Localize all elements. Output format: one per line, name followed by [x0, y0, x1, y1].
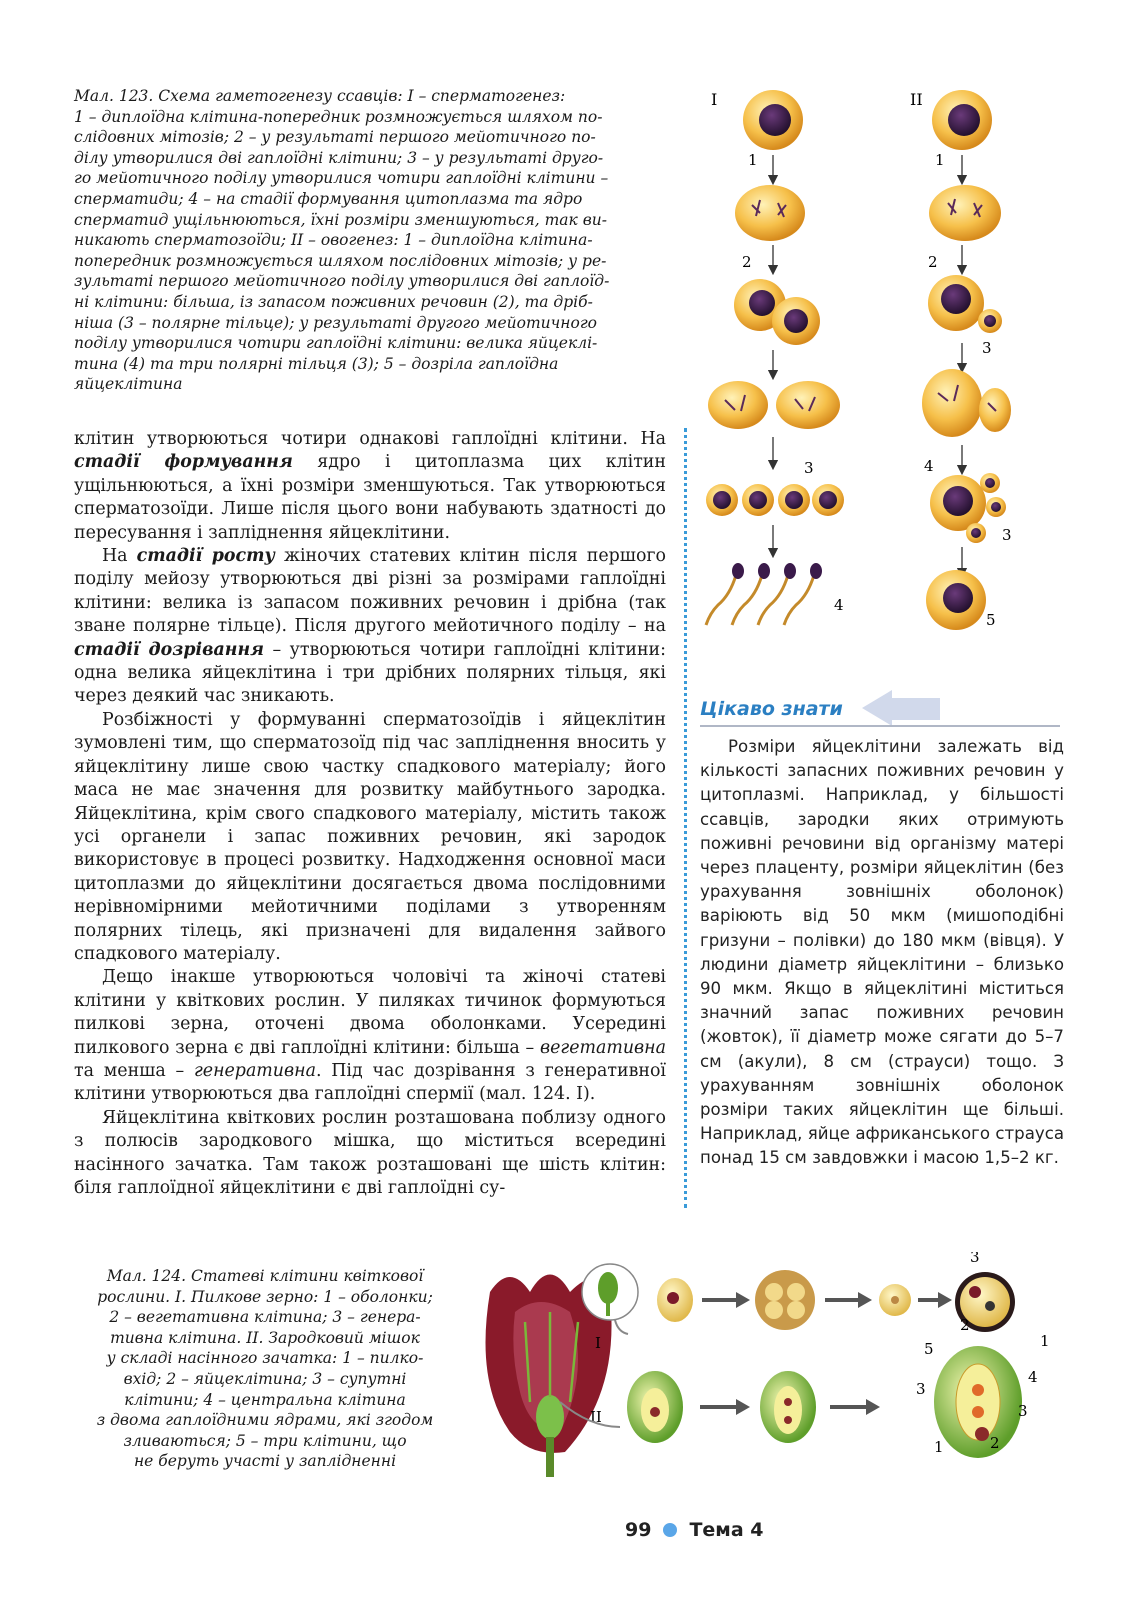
- term-generative: генеративна: [193, 1060, 316, 1081]
- label-pollen-grain: I: [595, 1334, 601, 1352]
- arrow-left-icon: [862, 690, 942, 726]
- caption-line: зливаються; 5 – три клітини, що: [123, 1431, 407, 1450]
- paragraph-3: Розбіжності у формуванні сперматозоїдів і яйцеклітин зумовлені тим, що сперматозоїд під час запліднення вносить у яйцеклітину лише свою частку спадкового матеріалу; його маса не має значення для розвитку майбутнього зародка. Яйцеклітина, крім свого спадкового матеріалу, містить також усі органели і запас поживних речовин, які зародок використовує в процесі розвитку. Надходження основної маси цитоплазми до яйцеклітини досягається двома послідовними нерівномірними мейотичними поділами з утворенням полярних тілець, які призначені для видалення зайвого спадкового матеріалу.: [74, 709, 666, 964]
- topic-label: Тема 4: [689, 1519, 764, 1541]
- spermatogenesis-column: [706, 90, 844, 625]
- caption-line: вхід; 2 – яйцеклітина; 3 – супутні: [123, 1369, 407, 1388]
- caption-line: рослини. І. Пилкове зерно: 1 – оболонки;: [97, 1287, 433, 1306]
- page-footer: [625, 1519, 764, 1541]
- svg-text:5: 5: [986, 611, 996, 629]
- caption-line: попередник розмножується шляхом послідовних мітозів; у ре-: [74, 251, 607, 270]
- figure-124-caption: [70, 1266, 460, 1472]
- svg-text:1: 1: [1040, 1332, 1050, 1350]
- svg-text:3: 3: [970, 1252, 980, 1266]
- interesting-facts-text: Розміри яйцеклітини залежать від кількості запасних поживних речовин у цитоплазмі. Наприклад, у більшості ссавців, зародки яких отримують поживні речовини від організму матері через плаценту, розміри яйцеклітин (без урахування зовнішніх оболонок) варіюють від 50 мкм (мишоподібні гризуни – полівки) до 180 мкм (вівця). У людини діаметр яйцеклітини – близько 90 мкм. Якщо в яйцеклітині міститься значний запас поживних речовин (жовток), її діаметр може сягати до 5–7 см (акули), 8 см (страуси) тощо. З урахуванням зовнішніх оболонок розміри таких яйцеклітин ще більші. Наприклад, яйце африканського страуса понад 15 см завдовжки і масою 1,5–2 кг.: [700, 737, 1064, 1168]
- caption-line: зультаті першого мейотичного поділу утворилися дві гаплоїд-: [74, 272, 610, 291]
- bullet-icon: [663, 1523, 677, 1537]
- caption-line: сперматид ущільнюються, їхні розміри зменшуються, так ви-: [74, 210, 607, 229]
- term-formation-stage: стадії формування: [74, 452, 293, 473]
- caption-line: го мейотичного поділу утворилися чотири гаплоїдні клітини –: [74, 169, 609, 188]
- svg-text:2: 2: [928, 253, 938, 271]
- svg-text:3: 3: [804, 459, 814, 477]
- svg-text:3: 3: [1018, 1402, 1028, 1420]
- caption-line: ні клітини: більша, із запасом поживних речовин (2), та дріб-: [74, 292, 593, 311]
- caption-line: поділу утворилися чотири гаплоїдні клітини: велика яйцеклі-: [74, 334, 598, 353]
- column-divider: [684, 428, 687, 1208]
- caption-line: Мал. 124. Статеві клітини квіткової: [106, 1267, 424, 1285]
- paragraph-5: Яйцеклітина квіткових рослин розташована поблизу одного з полюсів зародкового мішка, що міститься всередині насінного зачатка. Там також розташовані ще шість клітин: біля гаплоїдної яйцеклітини є дві гаплоїдні су-: [74, 1107, 666, 1198]
- caption-line: ділу утворилися дві гаплоїдні клітини; 3 – у результаті друго-: [74, 148, 604, 167]
- caption-line: тивна клітина. ІІ. Зародковий мішок: [110, 1328, 420, 1347]
- svg-text:2: 2: [742, 253, 752, 271]
- caption-line: 2 – вегетативна клітина; 3 – генера-: [109, 1308, 421, 1327]
- caption-line: сперматиди; 4 – на стадії формування цитоплазма та ядро: [74, 189, 583, 208]
- svg-text:5: 5: [924, 1340, 934, 1358]
- label-spermatogenesis: I: [711, 90, 718, 109]
- label-embryo-sac: II: [590, 1408, 602, 1426]
- svg-text:1: 1: [748, 151, 758, 169]
- term-vegetative: вегетативна: [540, 1037, 666, 1058]
- caption-line: не беруть участі у заплідненні: [133, 1452, 397, 1471]
- svg-text:3: 3: [916, 1380, 926, 1398]
- paragraph-4: Дещо інакше утворюються чоловічі та жіночі статеві клітини у квіткових рослин. У пиляках тичинок формуються пилкові зерна, оточені двома оболонками. Усередині пилкового зерна є дві гаплоїдні клітини: більша – вегетативна та менша – генеративна. Під час дозрівання з генеративної клітини утворюються два гаплоїдні спермії (мал. 124. І).: [74, 967, 666, 1105]
- oogenesis-column: [922, 90, 1012, 630]
- term-maturation-stage: стадії дозрівання: [74, 639, 264, 660]
- term-growth-stage: стадії росту: [136, 546, 275, 567]
- figure-124-plant-gametes: [470, 1252, 1070, 1492]
- box-divider: [700, 725, 1060, 727]
- interesting-facts-title: Цікаво знати: [700, 698, 843, 720]
- caption-line: з двома гаплоїдними ядрами, які згодом: [96, 1411, 434, 1430]
- svg-text:1: 1: [935, 151, 945, 169]
- svg-text:2: 2: [990, 1434, 1000, 1452]
- svg-text:4: 4: [834, 596, 844, 614]
- svg-text:4: 4: [1028, 1368, 1038, 1386]
- caption-line: никають сперматозоїди; ІІ – овогенез: 1 – диплоїдна клітина-: [74, 231, 593, 250]
- svg-text:1: 1: [934, 1438, 944, 1456]
- paragraph-2: На стадії росту жіночих статевих клітин після першого поділу мейозу утворюються дві різні за розмірами гаплоїдні клітини: велика із запасом поживних речовин і дрібна (так зване полярне тільце). Після другого мейотичного поділу – на стадії дозрівання – утворюються чотири гаплоїдні клітини: одна велика яйцеклітина і три дрібних полярних тільця, які через деякий час зникають.: [74, 546, 667, 707]
- body-text: [74, 428, 666, 1200]
- svg-text:4: 4: [924, 457, 934, 475]
- figure-123-caption: [74, 86, 664, 395]
- svg-text:2: 2: [960, 1316, 970, 1334]
- paragraph-1: клітин утворюються чотири однакові гаплоїдні клітини. На стадії формування ядро і цитоплазма цих клітин ущільнюються, а їхні розміри зменшуються. Так утворюються сперматозоїди. Лише після цього вони набувають здатності до пересування і запліднення яйцеклітини.: [74, 429, 666, 543]
- figure-123-gametogenesis: [700, 85, 1060, 655]
- caption-line: яйцеклітина: [74, 375, 183, 394]
- caption-line: Мал. 123. Схема гаметогенезу ссавців: І – сперматогенез:: [74, 87, 566, 105]
- svg-text:3: 3: [982, 339, 992, 357]
- svg-text:3: 3: [1002, 526, 1012, 544]
- caption-line: у складі насінного зачатка: 1 – пилко-: [106, 1349, 424, 1368]
- caption-line: клітини; 4 – центральна клітина: [124, 1390, 406, 1409]
- page-number: 99: [625, 1519, 652, 1541]
- label-oogenesis: II: [910, 90, 923, 109]
- caption-line: слідовних мітозів; 2 – у результаті першого мейотичного по-: [74, 128, 596, 147]
- caption-line: 1 – диплоїдна клітина-попередник розмножується шляхом по-: [74, 107, 603, 126]
- caption-line: тина (4) та три полярні тільця (3); 5 – дозріла гаплоїдна: [74, 354, 559, 373]
- caption-line: ніша (3 – полярне тільце); у результаті другого мейотичного: [74, 313, 598, 332]
